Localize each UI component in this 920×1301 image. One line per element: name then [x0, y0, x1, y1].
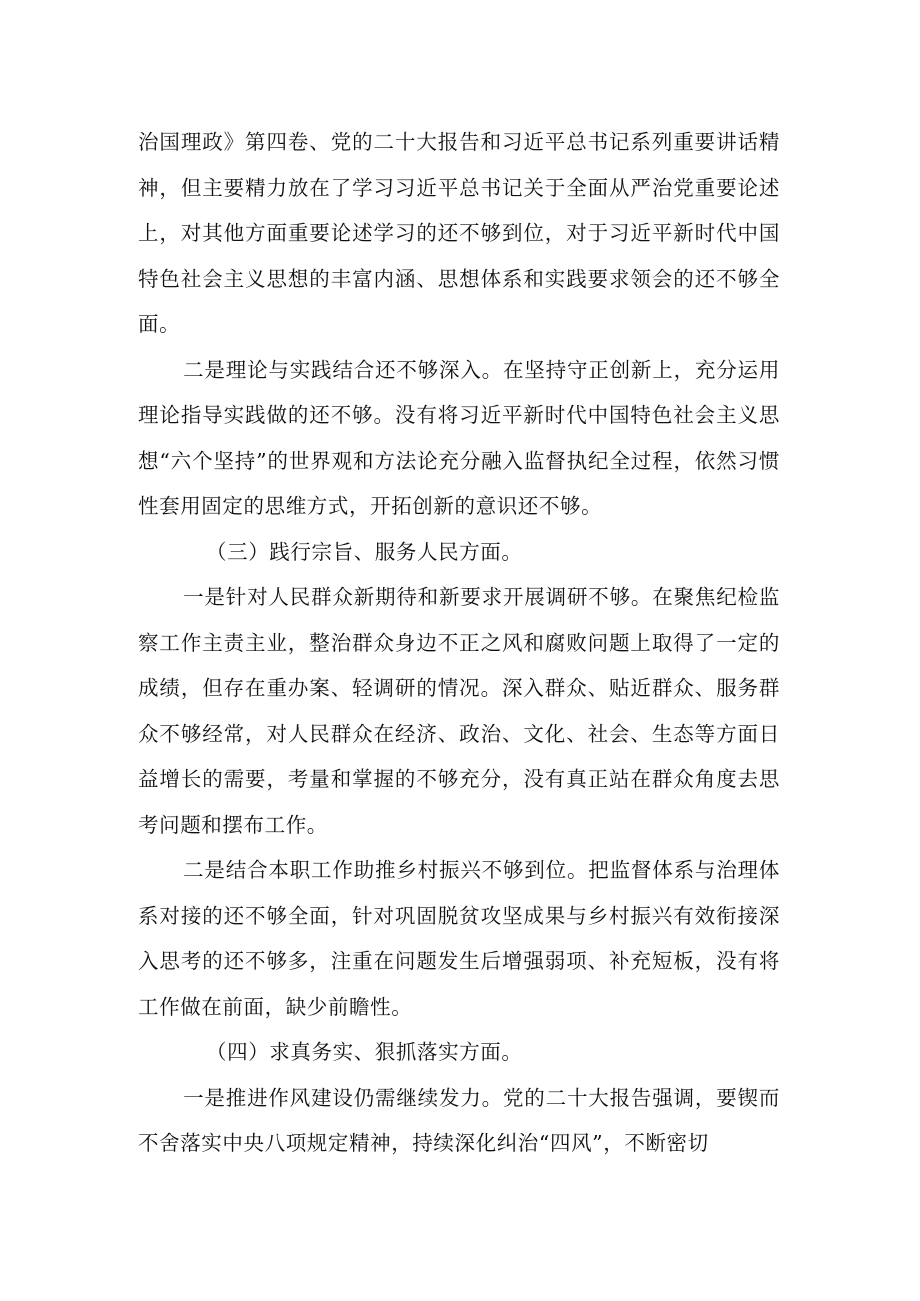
document-body: [138, 120, 780, 1167]
paragraph-theory-practice: 二是理论与实践结合还不够深入。在坚持守正创新上，充分运用理论指导实践做的还不够。没有将习近平新时代中国特色社会主义思想“六个坚持”的世界观和方法论充分融入监督执纪全过程，依然习惯性套用固定的思维方式，开拓创新的意识还不够。: [138, 357, 780, 518]
section-heading-3: （三）践行宗旨、服务人民方面。: [206, 539, 523, 564]
section-heading-4: （四）求真务实、狠抓落实方面。: [206, 1040, 523, 1064]
paragraph-work-style: 一是推进作风建设仍需继续发力。党的二十大报告强调，要锲而不舍落实中央八项规定精神，持续深化纠治“四风”，不断密切: [138, 1085, 780, 1155]
paragraph-continuation: 治国理政》第四卷、党的二十大报告和习近平总书记系列重要讲话精神，但主要精力放在了学习习近平总书记关于全面从严治党重要论述上，对其他方面重要论述学习的还不够到位，对于习近平新时代中国特色社会主义思想的丰富内涵、思想体系和实践要求领会的还不够全面。: [138, 130, 780, 336]
paragraph-research: 一是针对人民群众新期待和新要求开展调研不够。在聚焦纪检监察工作主责主业，整治群众身边不正之风和腐败问题上取得了一定的成绩，但存在重办案、轻调研的情况。深入群众、贴近群众、服务群众不够经常，对人民群众在经济、政治、文化、社会、生态等方面日益增长的需要，考量和掌握的不够充分，没有真正站在群众角度去思考问题和摆布工作。: [138, 585, 780, 837]
paragraph-rural-revitalization: 二是结合本职工作助推乡村振兴不够到位。把监督体系与治理体系对接的还不够全面，针对巩固脱贫攻坚成果与乡村振兴有效衔接深入思考的还不够多，注重在问题发生后增强弱项、补充短板，没有将工作做在前面，缺少前瞻性。: [138, 858, 780, 1019]
